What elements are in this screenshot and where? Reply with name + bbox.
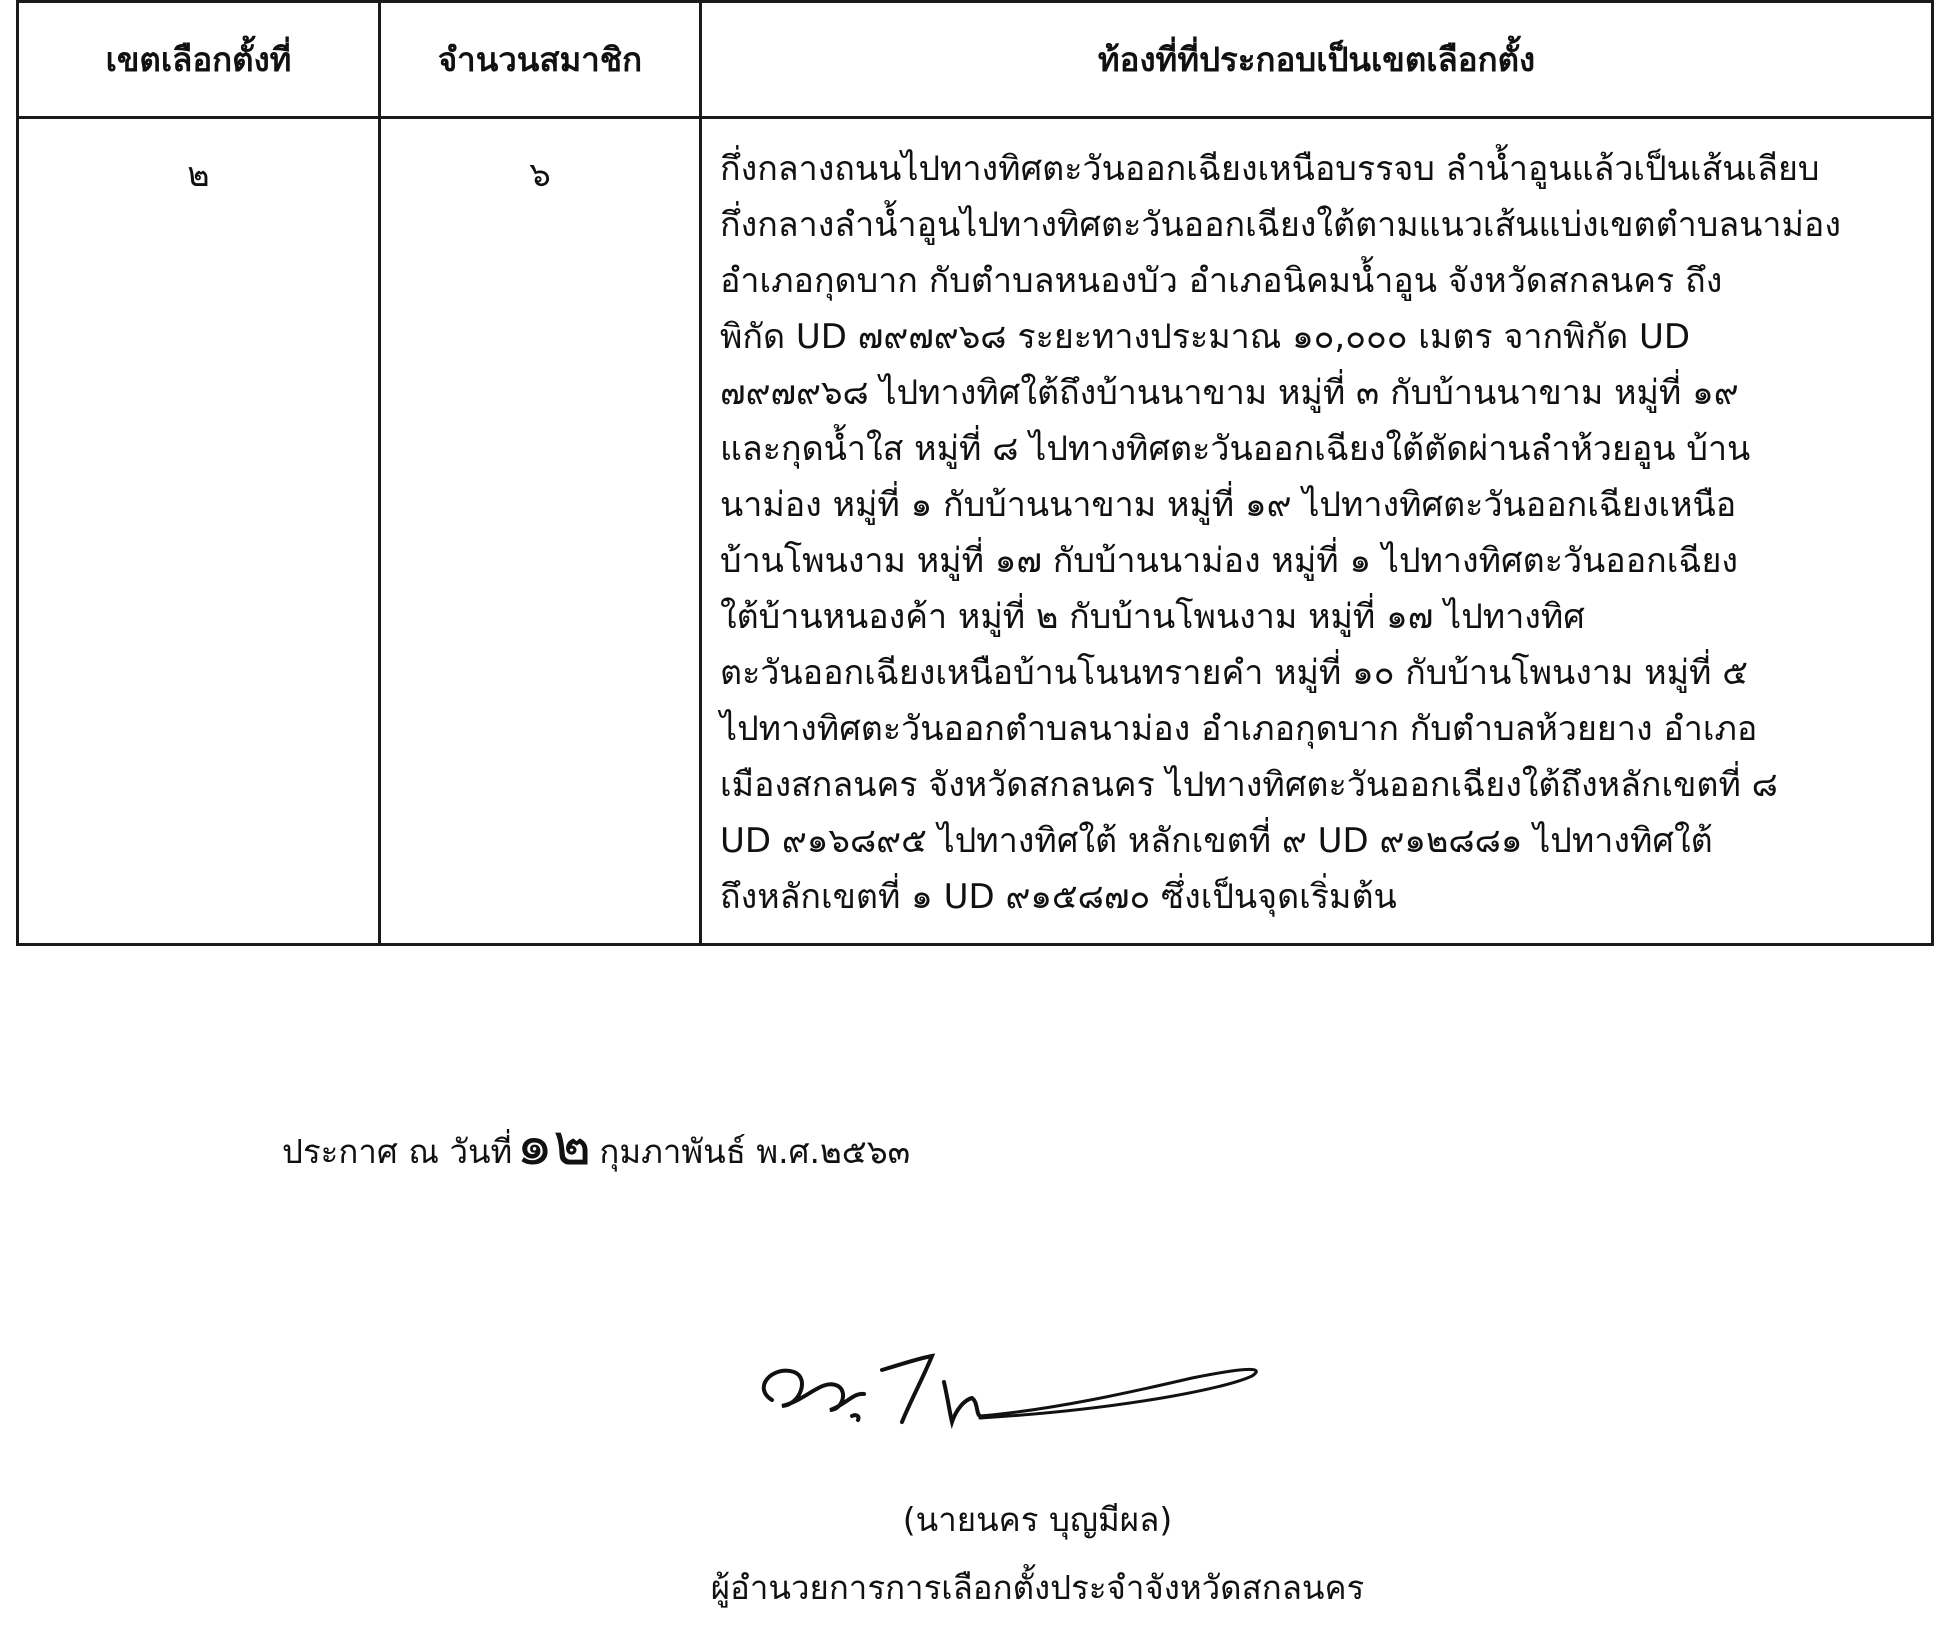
announcement-prefix: ประกาศ ณ วันที่ [282, 1132, 513, 1171]
area-description-line: UD ๙๑๖๘๙๕ ไปทางทิศใต้ หลักเขตที่ ๙ UD ๙๑๒๘๘๑ ไปทางทิศใต้ [720, 821, 1713, 861]
district-number-cell: ๒ [18, 118, 380, 945]
area-description-line: ถึงหลักเขตที่ ๑ UD ๙๑๕๘๗๐ ซึ่งเป็นจุดเริ่มต้น [720, 877, 1397, 917]
area-description-line: บ้านโพนงาม หมู่ที่ ๑๗ กับบ้านนาม่อง หมู่ที่ ๑ ไปทางทิศตะวันออกเฉียง [720, 541, 1739, 581]
signature-graphic [752, 1330, 1272, 1440]
area-description-line: ใต้บ้านหนองค้า หมู่ที่ ๒ กับบ้านโพนงาม หมู่ที่ ๑๗ ไปทางทิศ [720, 597, 1585, 637]
area-description-line: ๗๙๗๙๖๘ ไปทางทิศใต้ถึงบ้านนาขาม หมู่ที่ ๓ กับบ้านนาขาม หมู่ที่ ๑๙ [720, 373, 1739, 413]
district-boundary-table [16, 0, 1934, 946]
signatory-name: (นายนคร บุญมีผล) [902, 1500, 1173, 1539]
area-description-line: พิกัด UD ๗๙๗๙๖๘ ระยะทางประมาณ ๑๐,๐๐๐ เมตร จากพิกัด UD [720, 317, 1691, 357]
announcement-suffix: กุมภาพันธ์ พ.ศ.๒๕๖๓ [599, 1132, 911, 1171]
area-description-line: เมืองสกลนคร จังหวัดสกลนคร ไปทางทิศตะวันออกเฉียงใต้ถึงหลักเขตที่ ๘ [720, 765, 1778, 805]
area-description-line: กึ่งกลางลำน้ำอูนไปทางทิศตะวันออกเฉียงใต้ตามแนวเส้นแบ่งเขตตำบลนาม่อง [720, 205, 1841, 245]
header-area: ท้องที่ที่ประกอบเป็นเขตเลือกตั้ง [701, 2, 1933, 118]
signatory-position: ผู้อำนวยการการเลือกตั้งประจำจังหวัดสกลนคร [710, 1568, 1365, 1607]
area-description-line: ตะวันออกเฉียงเหนือบ้านโนนทรายคำ หมู่ที่ ๑๐ กับบ้านโพนงาม หมู่ที่ ๕ [720, 653, 1748, 693]
member-count-cell: ๖ [380, 118, 701, 945]
header-members: จำนวนสมาชิก [380, 2, 701, 118]
area-description-line: ไปทางทิศตะวันออกตำบลนาม่อง อำเภอกุดบาก กับตำบลห้วยยาง อำเภอ [720, 709, 1758, 749]
table-header-row [18, 2, 1933, 118]
area-description-line: และกุดน้ำใส หมู่ที่ ๘ ไปทางทิศตะวันออกเฉียงใต้ตัดผ่านลำห้วยอูน บ้าน [720, 429, 1751, 469]
area-description-cell [701, 118, 1933, 945]
area-description-line: อำเภอกุดบาก กับตำบลหนองบัว อำเภอนิคมน้ำอูน จังหวัดสกลนคร ถึง [720, 261, 1723, 301]
handwritten-day: ๑๒ [516, 1110, 592, 1178]
area-description-line: นาม่อง หมู่ที่ ๑ กับบ้านนาขาม หมู่ที่ ๑๙ ไปทางทิศตะวันออกเฉียงเหนือ [720, 485, 1737, 525]
header-district: เขตเลือกตั้งที่ [18, 2, 380, 118]
area-description-line: กึ่งกลางถนนไปทางทิศตะวันออกเฉียงเหนือบรรจบ ลำน้ำอูนแล้วเป็นเส้นเลียบ [720, 149, 1820, 189]
table-row [18, 118, 1933, 945]
announcement-date [282, 1105, 910, 1198]
